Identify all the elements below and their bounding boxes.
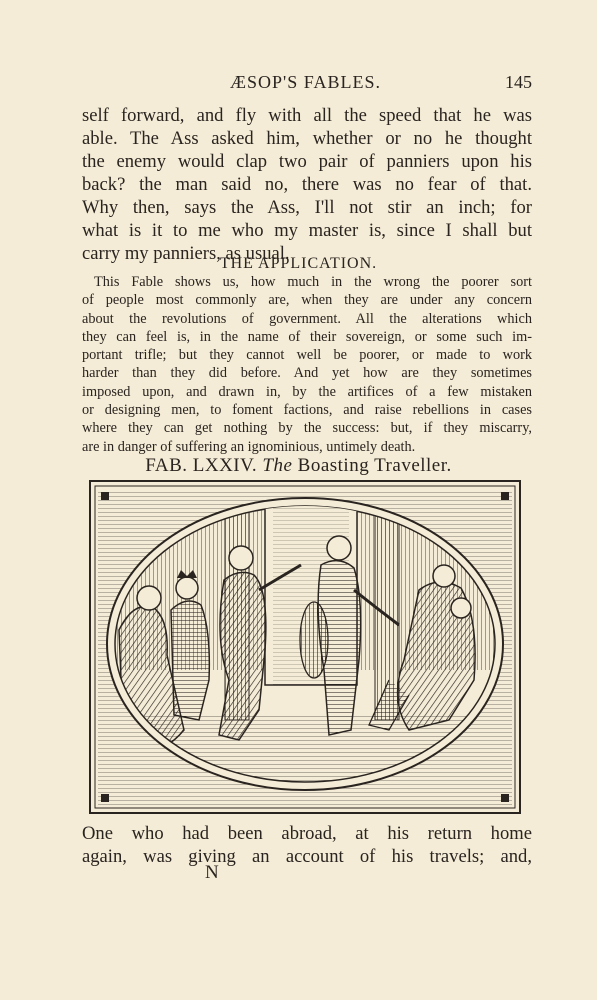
text-line: about the revolutions of government. All the alterations which	[82, 310, 532, 327]
text-line: This Fable shows us, how much in the wrong the poorer sort	[94, 274, 532, 290]
text-line: or designing men, to foment factions, and raise rebellions in cases	[82, 402, 532, 419]
text-line: self forward, and fly with all the speed that he was	[82, 105, 532, 126]
text-line: imposed upon, and drawn in, by the artifices of a few mistaken	[82, 383, 532, 400]
fable-title-rest: Boasting Traveller.	[297, 455, 452, 476]
page-number: 145	[505, 72, 532, 92]
text-line: able. The Ass asked him, whether or no he thought	[82, 128, 532, 149]
text-line: One who had been abroad, at his return home	[82, 823, 532, 844]
text-line: carry my panniers, as usual.	[82, 243, 290, 264]
text-line: harder than they did before. And yet how are they sometimes	[82, 365, 532, 382]
text-line: are in danger of suffering an ignominious, untimely death.	[82, 438, 416, 455]
application-paragraph	[82, 273, 532, 456]
running-title: ÆSOP'S FABLES.	[230, 72, 381, 92]
bottom-paragraph	[82, 822, 532, 868]
top-paragraph	[82, 104, 532, 265]
text-line: of people most commonly are, when they are under any concern	[82, 292, 532, 309]
text-line: again, was giving an account of his travels; and,	[82, 846, 532, 867]
woodcut-illustration	[89, 480, 521, 814]
text-line: portant trifle; but they cannot well be poorer, or made to work	[82, 347, 532, 364]
text-line: where they can get nothing by the success: but, if they miscarry,	[82, 420, 532, 437]
application-heading: THE APPLICATION.	[219, 255, 378, 272]
fable-number: FAB. LXXIV.	[145, 455, 258, 476]
signature-mark: N	[205, 862, 219, 883]
text-line: what is it to me who my master is, since I shall but	[82, 220, 532, 241]
fable-title-italic: The	[262, 455, 293, 476]
fable-title	[0, 455, 597, 477]
text-line: they can feel is, in the name of their sovereign, or some such im-	[82, 328, 532, 345]
text-line: back? the man said no, there was no fear of that.	[82, 174, 532, 195]
text-line: Why then, says the Ass, I'll not stir an inch; for	[82, 197, 532, 218]
text-line: the enemy would clap two pair of panniers upon his	[82, 151, 532, 172]
